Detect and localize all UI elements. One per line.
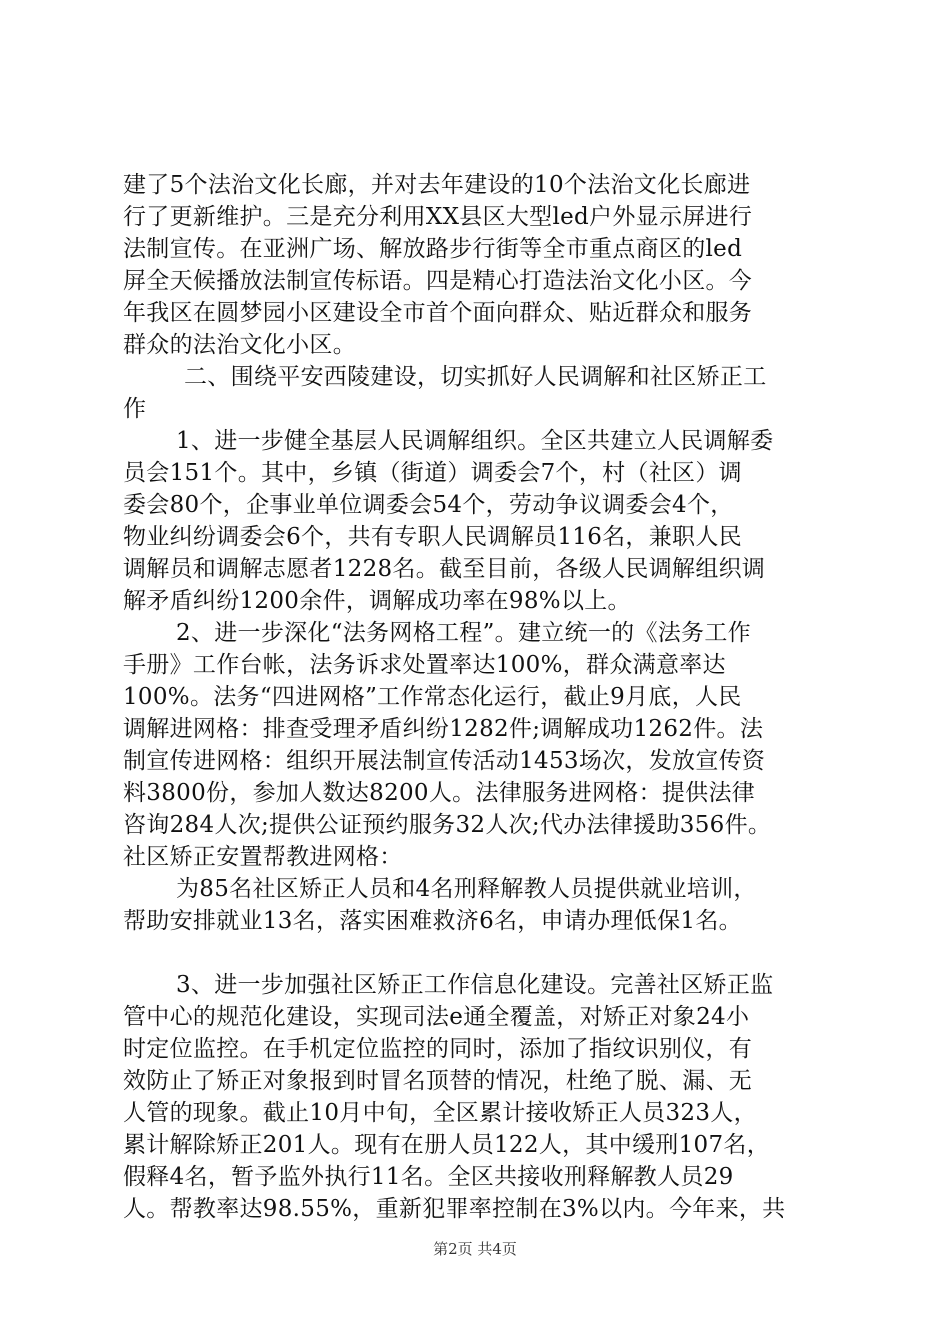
paragraph-start: 2、进一步深化“法务网格工程”。建立统一的《法务工作 xyxy=(176,620,751,646)
text-line: 100%。法务“四进网格”工作常态化运行，截止9月底，人民 xyxy=(123,684,742,710)
text-line: 法制宣传。在亚洲广场、解放路步行街等全市重点商区的led xyxy=(123,236,743,262)
text-line: 累计解除矫正201人。现有在册人员122人，其中缓刑107名， xyxy=(123,1132,770,1158)
paragraph-start: 1、进一步健全基层人民调解组织。全区共建立人民调解委 xyxy=(176,428,774,454)
text-line: 解矛盾纠纷1200余件，调解成功率在98%以上。 xyxy=(123,588,631,614)
text-line: 屏全天候播放法制宣传标语。四是精心打造法治文化小区。今 xyxy=(123,268,753,294)
text-line: 人。帮教率达98.55%，重新犯罪率控制在3%以内。今年来，共 xyxy=(123,1196,786,1222)
text-line: 咨询284人次;提供公证预约服务32人次;代办法律援助356件。 xyxy=(123,812,772,838)
text-line: 年我区在圆梦园小区建设全市首个面向群众、贴近群众和服务 xyxy=(123,300,753,326)
text-line: 社区矫正安置帮教进网格： xyxy=(123,844,403,870)
text-line: 委会80个，企事业单位调委会54个，劳动争议调委会4个， xyxy=(123,492,734,518)
text-line: 帮助安排就业13名，落实困难救济6名，申请办理低保1名。 xyxy=(123,908,742,934)
text-line: 调解员和调解志愿者1228名。截至目前，各级人民调解组织调 xyxy=(123,556,766,582)
section-heading: 二、围绕平安西陵建设，切实抓好人民调解和社区矫正工 xyxy=(184,364,767,390)
text-line: 人管的现象。截止10月中旬，全区累计接收矫正人员323人， xyxy=(123,1100,757,1126)
page-footer: 第2页 共4页 xyxy=(433,1240,517,1258)
text-line: 调解进网格：排查受理矛盾纠纷1282件;调解成功1262件。法 xyxy=(123,716,764,742)
text-line: 行了更新维护。三是充分利用XX县区大型led户外显示屏进行 xyxy=(123,204,753,230)
text-line: 群众的法治文化小区。 xyxy=(123,332,356,358)
text-line: 效防止了矫正对象报到时冒名顶替的情况，杜绝了脱、漏、无 xyxy=(123,1068,753,1094)
text-line: 时定位监控。在手机定位监控的同时，添加了指纹识别仪，有 xyxy=(123,1036,753,1062)
text-line: 假释4名，暂予监外执行11名。全区共接收刑释解教人员29 xyxy=(123,1164,734,1190)
text-line: 料3800份，参加人数达8200人。法律服务进网格：提供法律 xyxy=(123,780,756,806)
text-line: 管中心的规范化建设，实现司法e通全覆盖，对矫正对象24小 xyxy=(123,1004,750,1030)
paragraph-start: 为85名社区矫正人员和4名刑释解教人员提供就业培训， xyxy=(176,876,757,902)
text-line: 物业纠纷调委会6个，共有专职人民调解员116名，兼职人民 xyxy=(123,524,742,550)
text-line: 制宣传进网格：组织开展法制宣传活动1453场次，发放宣传资 xyxy=(123,748,766,774)
text-line: 建了5个法治文化长廊，并对去年建设的10个法治文化长廊进 xyxy=(123,172,751,198)
text-line: 手册》工作台帐，法务诉求处置率达100%，群众满意率达 xyxy=(123,652,726,678)
text-line: 员会151个。其中，乡镇（街道）调委会7个，村（社区）调 xyxy=(123,460,742,486)
section-heading: 作 xyxy=(123,396,147,422)
paragraph-start: 3、进一步加强社区矫正工作信息化建设。完善社区矫正监 xyxy=(176,972,774,998)
